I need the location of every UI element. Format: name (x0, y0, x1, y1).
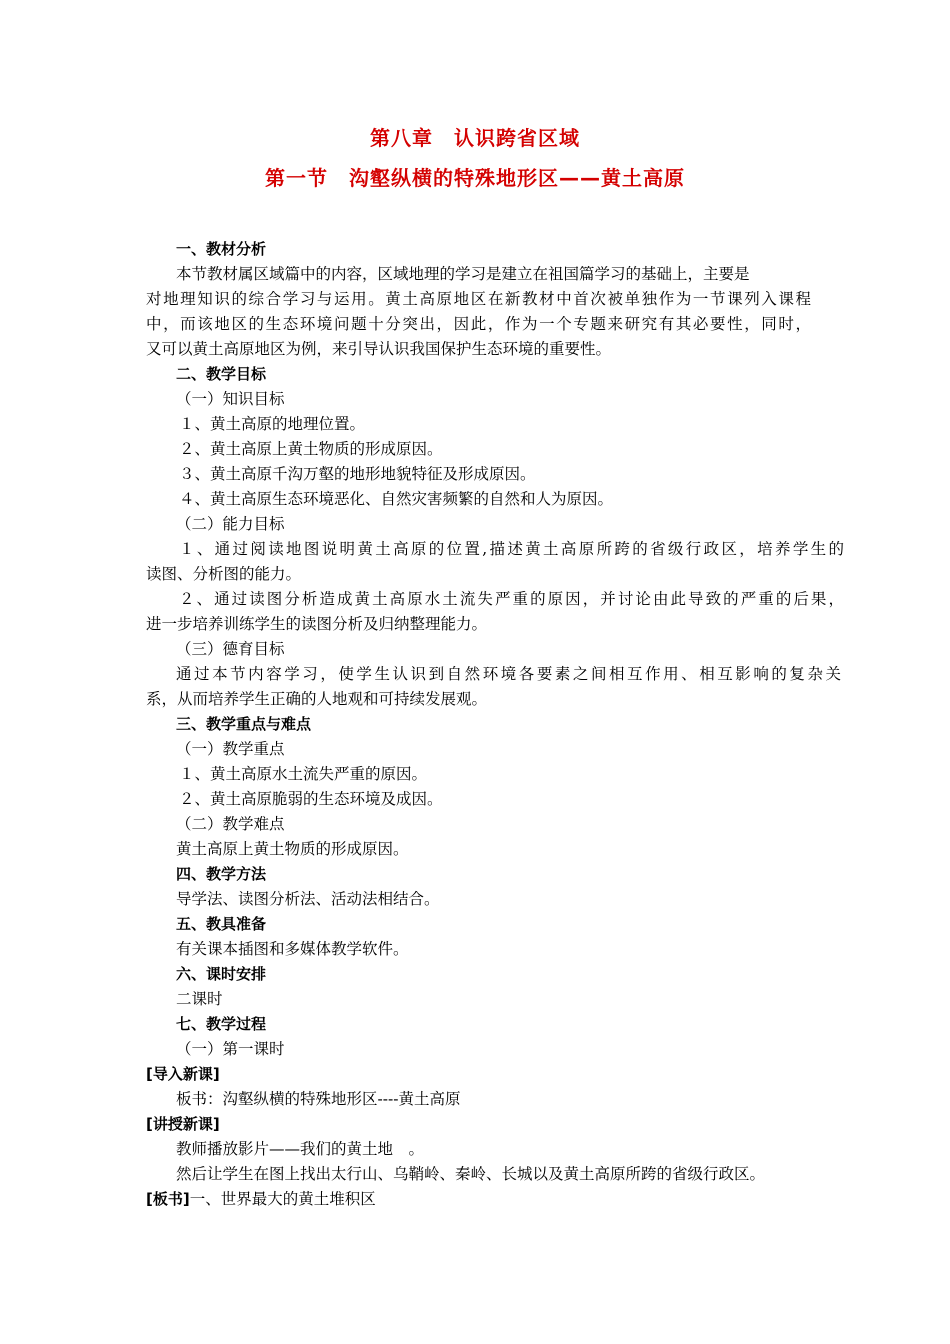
bracket-label-intro: [导入新课] (146, 1065, 220, 1083)
heading-teaching-method: 四、教学方法 (176, 865, 267, 883)
board-note-text: 一、世界最大的黄土堆积区 (189, 1190, 376, 1208)
list-item: ３、黄土高原千沟万壑的地形地貌特征及形成原因。 (179, 465, 536, 483)
paragraph-line: 导学法、读图分析法、活动法相结合。 (176, 890, 440, 908)
paragraph-line: 有关课本插图和多媒体教学软件。 (176, 940, 409, 958)
paragraph-line: 板书：沟壑纵横的特殊地形区----黄土高原 (176, 1090, 461, 1108)
paragraph-line: 然后让学生在图上找出太行山、乌鞘岭、秦岭、长城以及黄土高原所跨的省级行政区。 (176, 1165, 766, 1183)
paragraph-line: 系，从而培养学生正确的人地观和可持续发展观。 (146, 690, 488, 708)
paragraph-line: 二课时 (176, 990, 223, 1008)
paragraph-line: 黄土高原上黄土物质的形成原因。 (176, 840, 409, 858)
list-item: ２、黄土高原上黄土物质的形成原因。 (179, 440, 443, 458)
list-item: ２、黄土高原脆弱的生态环境及成因。 (179, 790, 443, 808)
list-item: １、黄土高原的地理位置。 (179, 415, 366, 433)
subheading: （三）德育目标 (176, 640, 285, 658)
list-item: ２、通过读图分析造成黄土高原水土流失严重的原因，并讨论由此导致的严重的后果， (179, 590, 844, 608)
paragraph-line: 通过本节内容学习，使学生认识到自然环境各要素之间相互作用、相互影响的复杂关 (176, 665, 841, 683)
heading-teaching-aids: 五、教具准备 (176, 915, 267, 933)
paragraph-line: 又可以黄土高原地区为例，来引导认识我国保护生态环境的重要性。 (146, 340, 612, 358)
section-title: 第一节 沟壑纵横的特殊地形区——黄土高原 (265, 166, 685, 190)
heading-key-points: 三、教学重点与难点 (176, 715, 312, 733)
paragraph-line: 对地理知识的综合学习与运用。黄土高原地区在新教材中首次被单独作为一节课列入课程 (146, 290, 811, 308)
subheading: （二）教学难点 (176, 815, 285, 833)
paragraph-line: 进一步培养训练学生的读图分析及归纳整理能力。 (146, 615, 488, 633)
subheading: （二）能力目标 (176, 515, 285, 533)
heading-schedule: 六、课时安排 (176, 965, 267, 983)
paragraph-line: 教师播放影片——我们的黄土地 。 (176, 1140, 425, 1158)
paragraph-line: 中，而该地区的生态环境问题十分突出，因此，作为一个专题来研究有其必要性，同时， (146, 315, 811, 333)
subheading: （一）教学重点 (176, 740, 285, 758)
subheading: （一）知识目标 (176, 390, 285, 408)
heading-textbook-analysis: 一、教材分析 (176, 240, 267, 258)
list-item: １、黄土高原水土流失严重的原因。 (179, 765, 428, 783)
subheading: （一）第一课时 (176, 1040, 285, 1058)
paragraph-line: 读图、分析图的能力。 (146, 565, 302, 583)
heading-teaching-process: 七、教学过程 (176, 1015, 267, 1033)
board-note-line (146, 1187, 811, 1212)
paragraph-line: 本节教材属区域篇中的内容，区域地理的学习是建立在祖国篇学习的基础上，主要是 (176, 265, 750, 283)
list-item: ４、黄土高原生态环境恶化、自然灾害频繁的自然和人为原因。 (179, 490, 614, 508)
list-item: １、通过阅读地图说明黄土高原的位置,描述黄土高原所跨的省级行政区，培养学生的 (179, 540, 844, 558)
heading-teaching-goals: 二、教学目标 (176, 365, 267, 383)
bracket-label-new-lesson: [讲授新课] (146, 1115, 220, 1133)
bracket-label-board: [板书] (146, 1190, 190, 1208)
chapter-title: 第八章 认识跨省区域 (370, 126, 580, 150)
